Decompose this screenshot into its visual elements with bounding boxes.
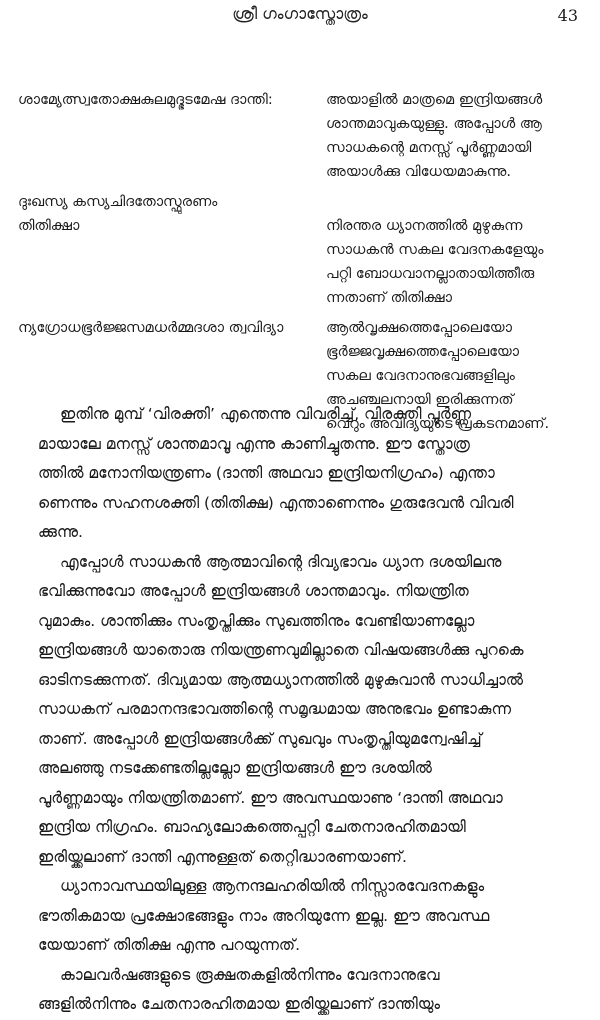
verse-sanskrit	[18, 88, 326, 184]
paragraph-line: ത്തിൽ മനോനിയന്ത്രണം (ദാന്തി അഥവാ ഇന്ദ്രിയനിഗ്രഹം) എന്താ	[38, 464, 495, 482]
meaning-line: ആൽവൃക്ഷത്തെപ്പോലെയോ	[326, 320, 512, 336]
page-number: 43	[557, 6, 578, 25]
meaning-line: ഭൂർജ്ജവൃക്ഷത്തെപ്പോലെയോ	[326, 344, 520, 360]
paragraph-line: എപ്പോൾ സാധകൻ ആത്മാവിന്റെ ദിവ്യഭാവം ധ്യാന ദശയിലനു	[60, 552, 502, 571]
paragraph-line: ഭൗതികമായ പ്രക്ഷോഭങ്ങളും നാം അറിയുന്നേ ഇല്ല. ഈ അവസ്ഥ	[38, 906, 490, 925]
meaning-line: അയാൾക്കു വിധേയമാകുന്നു.	[326, 164, 512, 180]
paragraph-line: യേയാണ് തിതിക്ഷ എന്നു പറയുന്നത്.	[38, 936, 301, 954]
verse-line: ശാമ്യേത്സ്വതോക്ഷകുലമുദ്ഭടമേഷ ദാന്തി:	[18, 92, 273, 108]
meaning-line: അയാളിൽ മാത്രമെ ഇന്ദ്രിയങ്ങൾ	[326, 92, 543, 108]
verse-sanskrit	[18, 190, 326, 310]
verse-row	[18, 190, 588, 310]
paragraph	[38, 961, 578, 1020]
verse-table	[18, 88, 588, 442]
paragraph	[38, 548, 578, 873]
running-head	[0, 4, 600, 30]
verse-meaning	[326, 190, 584, 310]
paragraph	[38, 400, 578, 548]
meaning-line: പറ്റി ബോധവാനല്ലാതായിത്തീരു	[326, 266, 535, 282]
verse-line: ന്യഗ്രോധഭൂർജ്ജസമധർമ്മദശാ ത്വവിദ്യാ	[18, 320, 284, 336]
paragraph-line: മായാലേ മനസ്സ് ശാന്തമാവൂ എന്നു കാണിച്ചുതന്നു. ഈ സ്തോത്ര	[38, 434, 470, 453]
verse-row	[18, 88, 588, 184]
meaning-line: സാധകൻ സകല വേദനകളേയും	[326, 242, 544, 258]
meaning-line: ശാന്തമാവുകയുള്ളു. അപ്പോൾ ആ	[326, 116, 542, 132]
page-title: ശ്രീ ഗംഗാസ്തോത്രം	[232, 4, 368, 23]
paragraph-line: പൂർണ്ണമായും നിയന്ത്രിതമാണ്. ഈ അവസ്ഥയാണു ‘ദാന്തി അഥവാ	[38, 788, 503, 807]
paragraph-line: ഇന്ദ്രിയങ്ങൾ യാതൊരു നിയന്ത്രണവുമില്ലാതെ വിഷയങ്ങൾക്കു പുറകെ	[38, 641, 524, 659]
paragraph-line: ഓടിനടക്കുന്നത്. ദിവ്യമായ ആത്മധ്യാനത്തിൽ മുഴുകുവാൻ സാധിച്ചാൽ	[38, 670, 524, 689]
meaning-line: സകല വേദനാനുഭവങ്ങളിലും	[326, 368, 515, 384]
verse-line: തിതിക്ഷാ	[18, 218, 80, 234]
paragraph-line: ഇന്ദ്രിയ നിഗ്രഹം. ബാഹ്യലോകത്തെപ്പറ്റി ചേതനാരഹിതമായി	[38, 818, 466, 836]
meaning-line: വെറും അവിദ്യയുടെ പ്രകടനമാണ്.	[326, 416, 550, 432]
meaning-line: നിരന്തര ധ്യാനത്തിൽ മുഴുകുന്ന	[326, 218, 523, 234]
meaning-line	[326, 190, 584, 214]
paragraph-line: ഭവിക്കുന്നുവോ അപ്പോൾ ഇന്ദ്രിയങ്ങൾ ശാന്തമാവും. നിയന്ത്രിത	[38, 582, 469, 600]
paragraph-line: കാലവർഷങ്ങളുടെ രൂക്ഷതകളിൽനിന്നും വേദനാനുഭവ	[60, 965, 440, 984]
paragraph-line: ങ്ങളിൽനിന്നും ചേതനാരഹിതമായ ഇരിയ്ക്കലാണ് ദാന്തിയും	[38, 995, 441, 1013]
paragraph-line: ക്കുന്നു.	[38, 523, 83, 541]
paragraph-line: ധ്യാനാവസ്ഥയിലുള്ള ആനന്ദലഹരിയിൽ നിസ്സാരവേദനകളും	[60, 877, 485, 895]
verse-meaning	[326, 88, 584, 184]
paragraph-line: താണ്. അപ്പോൾ ഇന്ദ്രിയങ്ങൾക്ക് സുഖവും സംതൃപ്തിയുമന്വേഷിച്ച്	[38, 729, 482, 748]
paragraph-line: ഇതിനു മുമ്പ് ‘വിരക്തി’ എന്തെന്നു വിവരിച്ച്, വിരക്തി പൂർണ്ണ	[60, 405, 472, 423]
verse-line: ദുഃഖസ്യ കസ്യചിദതോസ്ഫുരണം	[18, 194, 218, 210]
paragraph	[38, 872, 578, 961]
body-text	[38, 400, 578, 1020]
paragraph-line: ഇരിയ്ക്കലാണ് ദാന്തി എന്നുള്ളത് തെറ്റിദ്ധാരണയാണ്.	[38, 847, 407, 866]
paragraph-line: സാധകന് പരമാനന്ദഭാവത്തിന്റെ സമൃദ്ധമായ അനുഭവം ഉണ്ടാകുന്ന	[38, 700, 511, 718]
paragraph-line: അലഞ്ഞു നടക്കേണ്ടതില്ലല്ലോ ഇന്ദ്രിയങ്ങൾ ഈ ദശയിൽ	[38, 759, 432, 777]
meaning-line: ന്നതാണ് തിതിക്ഷാ	[326, 290, 452, 306]
paragraph-line: വുമാകും. ശാന്തിക്കും സംതൃപ്തിക്കും സുഖത്തിനും വേണ്ടിയാണല്ലോ	[38, 611, 475, 630]
paragraph-line: ണെന്നും സഹനശക്തി (തിതിക്ഷ) എന്താണെന്നും ഗുരുദേവൻ വിവരി	[38, 493, 514, 512]
meaning-line: സാധകന്റെ മനസ്സ് പൂർണ്ണമായി	[326, 140, 532, 156]
meaning-line: അചഞ്ചലനായി ഇരിക്കുന്നത്	[326, 392, 514, 408]
